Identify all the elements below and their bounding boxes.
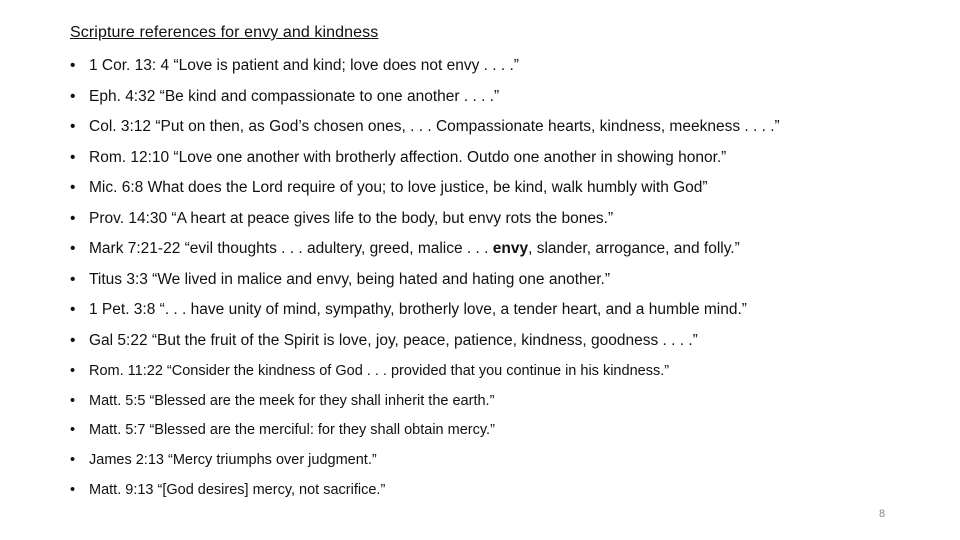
list-item xyxy=(70,298,780,329)
reference-text: 1 Pet. 3:8 “. . . have unity of mind, sympathy, brotherly love, a tender heart, and a humble mind.” xyxy=(89,301,747,318)
list-item xyxy=(70,418,780,448)
reference-text: Prov. 14:30 “A heart at peace gives life to the body, but envy rots the bones.” xyxy=(89,209,614,227)
list-item xyxy=(70,146,780,177)
bullet-icon: • xyxy=(70,179,76,196)
bullet-icon: • xyxy=(70,331,76,349)
bullet-icon: • xyxy=(70,148,76,166)
list-item xyxy=(70,359,780,389)
bullet-icon: • xyxy=(70,270,76,288)
list-item xyxy=(70,389,780,419)
reference-text: Eph. 4:32 “Be kind and compassionate to one another . . . .” xyxy=(89,87,500,105)
list-item xyxy=(70,85,780,116)
page-number: 8 xyxy=(879,508,886,520)
bullet-icon: • xyxy=(70,209,76,227)
list-item xyxy=(70,329,780,360)
list-item xyxy=(70,54,780,85)
reference-text: Titus 3:3 “We lived in malice and envy, being hated and hating one another.” xyxy=(89,270,611,288)
scripture-list xyxy=(70,54,780,507)
list-item xyxy=(70,115,780,146)
list-item xyxy=(70,207,780,238)
reference-text: Matt. 5:5 “Blessed are the meek for they shall inherit the earth.” xyxy=(89,392,495,409)
reference-text: Matt. 5:7 “Blessed are the merciful: for they shall obtain mercy.” xyxy=(89,422,495,439)
bullet-icon: • xyxy=(70,118,76,135)
list-item xyxy=(70,176,780,207)
reference-text: Matt. 9:13 “[God desires] mercy, not sacrifice.” xyxy=(89,481,386,498)
list-item xyxy=(70,268,780,299)
list-item xyxy=(70,237,780,268)
reference-text-before: Mark 7:21-22 “evil thoughts . . . adultery, greed, malice . . . xyxy=(89,240,493,257)
reference-text: Rom. 11:22 “Consider the kindness of God . . . provided that you continue in his kindness.” xyxy=(89,363,670,379)
bullet-icon: • xyxy=(70,392,76,409)
bullet-icon: • xyxy=(70,481,76,498)
reference-text: James 2:13 “Mercy triumphs over judgment.” xyxy=(89,452,377,469)
list-item xyxy=(70,448,780,478)
reference-text-after: , slander, arrogance, and folly.” xyxy=(528,240,740,257)
bullet-icon: • xyxy=(70,240,76,257)
bullet-icon: • xyxy=(70,452,76,469)
emphasis-text: envy xyxy=(492,240,529,257)
bullet-icon: • xyxy=(70,57,76,74)
bullet-icon: • xyxy=(70,87,76,105)
reference-text: Rom. 12:10 “Love one another with brotherly affection. Outdo one another in showing honor.” xyxy=(89,148,727,166)
bullet-icon: • xyxy=(70,301,76,318)
list-item xyxy=(70,478,780,508)
reference-text: 1 Cor. 13: 4 “Love is patient and kind; love does not envy . . . .” xyxy=(89,57,519,74)
bullet-icon: • xyxy=(70,363,76,379)
slide-title: Scripture references for envy and kindness xyxy=(70,24,379,41)
reference-text: Mic. 6:8 What does the Lord require of you; to love justice, be kind, walk humbly with God” xyxy=(89,179,708,196)
reference-text: Gal 5:22 “But the fruit of the Spirit is love, joy, peace, patience, kindness, goodness . . . .” xyxy=(89,331,698,349)
reference-text: Col. 3:12 “Put on then, as God’s chosen ones, . . . Compassionate hearts, kindness, meekness . . . .” xyxy=(89,118,780,135)
bullet-icon: • xyxy=(70,422,76,439)
